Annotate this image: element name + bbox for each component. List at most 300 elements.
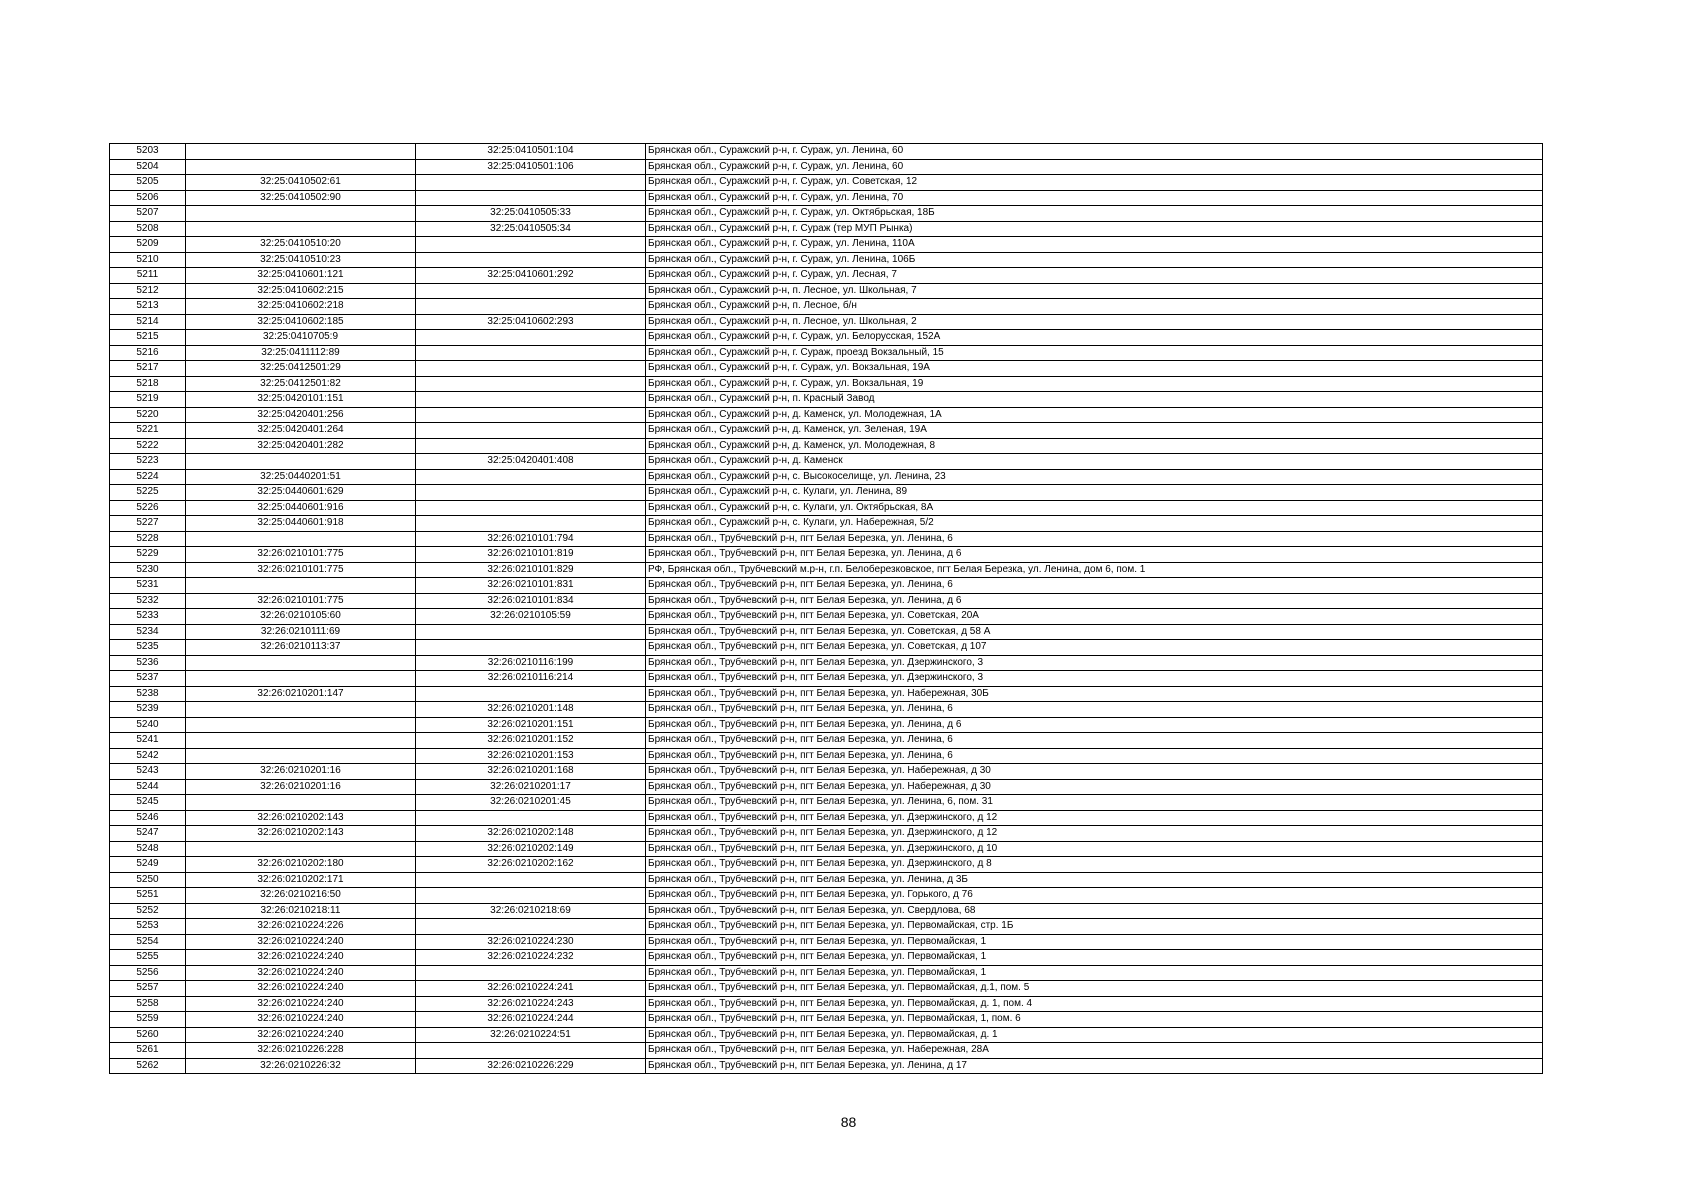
object-cadastral-number-cell: 32:26:0210224:241: [416, 981, 646, 997]
object-cadastral-number-cell: 32:26:0210201:153: [416, 748, 646, 764]
row-number-cell: 5248: [110, 841, 186, 857]
land-cadastral-number-cell: [186, 159, 416, 175]
address-cell: Брянская обл., Трубчевский р-н, пгт Белая Березка, ул. Ленина, 6: [646, 748, 1543, 764]
table-row: [110, 764, 1543, 780]
land-cadastral-number-cell: [186, 454, 416, 470]
table-row: [110, 252, 1543, 268]
row-number-cell: 5223: [110, 454, 186, 470]
table-row: [110, 299, 1543, 315]
table-row: [110, 485, 1543, 501]
table-row: [110, 795, 1543, 811]
table-row: [110, 826, 1543, 842]
object-cadastral-number-cell: 32:26:0210218:69: [416, 903, 646, 919]
object-cadastral-number-cell: 32:26:0210202:162: [416, 857, 646, 873]
land-cadastral-number-cell: 32:26:0210202:143: [186, 826, 416, 842]
address-cell: Брянская обл., Трубчевский р-н, пгт Белая Березка, ул. Советская, 20А: [646, 609, 1543, 625]
address-cell: Брянская обл., Трубчевский р-н, пгт Белая Березка, ул. Ленина, д 17: [646, 1058, 1543, 1074]
row-number-cell: 5231: [110, 578, 186, 594]
row-number-cell: 5235: [110, 640, 186, 656]
table-row: [110, 981, 1543, 997]
object-cadastral-number-cell: [416, 686, 646, 702]
land-cadastral-number-cell: 32:25:0412501:29: [186, 361, 416, 377]
row-number-cell: 5252: [110, 903, 186, 919]
land-cadastral-number-cell: 32:25:0410602:215: [186, 283, 416, 299]
address-cell: Брянская обл., Трубчевский р-н, пгт Белая Березка, ул. Первомайская, д.1, пом. 5: [646, 981, 1543, 997]
object-cadastral-number-cell: 32:26:0210224:51: [416, 1027, 646, 1043]
object-cadastral-number-cell: 32:26:0210101:819: [416, 547, 646, 563]
land-cadastral-number-cell: 32:26:0210202:180: [186, 857, 416, 873]
object-cadastral-number-cell: 32:26:0210201:45: [416, 795, 646, 811]
registry-table: [109, 143, 1543, 1074]
table-row: [110, 965, 1543, 981]
address-cell: Брянская обл., Суражский р-н, п. Лесное, б/н: [646, 299, 1543, 315]
land-cadastral-number-cell: 32:25:0420401:264: [186, 423, 416, 439]
land-cadastral-number-cell: [186, 144, 416, 160]
address-cell: Брянская обл., Суражский р-н, д. Каменск, ул. Молодежная, 8: [646, 438, 1543, 454]
table-row: [110, 903, 1543, 919]
row-number-cell: 5258: [110, 996, 186, 1012]
object-cadastral-number-cell: [416, 237, 646, 253]
table-row: [110, 500, 1543, 516]
land-cadastral-number-cell: 32:26:0210101:775: [186, 562, 416, 578]
object-cadastral-number-cell: 32:26:0210101:794: [416, 531, 646, 547]
table-row: [110, 361, 1543, 377]
table-row: [110, 469, 1543, 485]
object-cadastral-number-cell: 32:26:0210224:244: [416, 1012, 646, 1028]
row-number-cell: 5204: [110, 159, 186, 175]
land-cadastral-number-cell: [186, 748, 416, 764]
table-row: [110, 438, 1543, 454]
table-row: [110, 1012, 1543, 1028]
address-cell: Брянская обл., Трубчевский р-н, пгт Белая Березка, ул. Первомайская, д. 1, пом. 4: [646, 996, 1543, 1012]
address-cell: Брянская обл., Суражский р-н, д. Каменск, ул. Зеленая, 19А: [646, 423, 1543, 439]
land-cadastral-number-cell: 32:26:0210224:240: [186, 1027, 416, 1043]
row-number-cell: 5213: [110, 299, 186, 315]
address-cell: Брянская обл., Трубчевский р-н, пгт Белая Березка, ул. Дзержинского, д 12: [646, 810, 1543, 826]
table-row: [110, 919, 1543, 935]
table-row: [110, 671, 1543, 687]
land-cadastral-number-cell: 32:25:0440601:918: [186, 516, 416, 532]
address-cell: Брянская обл., Суражский р-н, с. Кулаги, ул. Набережная, 5/2: [646, 516, 1543, 532]
address-cell: Брянская обл., Трубчевский р-н, пгт Белая Березка, ул. Ленина, 6, пом. 31: [646, 795, 1543, 811]
row-number-cell: 5218: [110, 376, 186, 392]
object-cadastral-number-cell: [416, 469, 646, 485]
object-cadastral-number-cell: 32:25:0410505:34: [416, 221, 646, 237]
row-number-cell: 5210: [110, 252, 186, 268]
object-cadastral-number-cell: [416, 392, 646, 408]
land-cadastral-number-cell: 32:26:0210111:69: [186, 624, 416, 640]
object-cadastral-number-cell: [416, 516, 646, 532]
row-number-cell: 5214: [110, 314, 186, 330]
land-cadastral-number-cell: 32:26:0210218:11: [186, 903, 416, 919]
land-cadastral-number-cell: 32:25:0410502:61: [186, 175, 416, 191]
object-cadastral-number-cell: [416, 485, 646, 501]
row-number-cell: 5244: [110, 779, 186, 795]
object-cadastral-number-cell: 32:26:0210201:152: [416, 733, 646, 749]
object-cadastral-number-cell: 32:26:0210224:230: [416, 934, 646, 950]
land-cadastral-number-cell: [186, 717, 416, 733]
object-cadastral-number-cell: [416, 872, 646, 888]
row-number-cell: 5228: [110, 531, 186, 547]
object-cadastral-number-cell: 32:26:0210224:232: [416, 950, 646, 966]
object-cadastral-number-cell: 32:25:0410601:292: [416, 268, 646, 284]
land-cadastral-number-cell: 32:26:0210216:50: [186, 888, 416, 904]
land-cadastral-number-cell: 32:25:0410602:218: [186, 299, 416, 315]
address-cell: Брянская обл., Суражский р-н, г. Сураж, ул. Вокзальная, 19А: [646, 361, 1543, 377]
row-number-cell: 5229: [110, 547, 186, 563]
row-number-cell: 5234: [110, 624, 186, 640]
address-cell: Брянская обл., Трубчевский р-н, пгт Белая Березка, ул. Дзержинского, 3: [646, 655, 1543, 671]
address-cell: Брянская обл., Трубчевский р-н, пгт Белая Березка, ул. Первомайская, 1: [646, 934, 1543, 950]
address-cell: Брянская обл., Трубчевский р-н, пгт Белая Березка, ул. Первомайская, 1: [646, 965, 1543, 981]
address-cell: Брянская обл., Трубчевский р-н, пгт Белая Березка, ул. Горького, д 76: [646, 888, 1543, 904]
address-cell: Брянская обл., Трубчевский р-н, пгт Белая Березка, ул. Первомайская, 1, пом. 6: [646, 1012, 1543, 1028]
object-cadastral-number-cell: [416, 888, 646, 904]
address-cell: Брянская обл., Трубчевский р-н, пгт Белая Березка, ул. Советская, д 107: [646, 640, 1543, 656]
land-cadastral-number-cell: 32:26:0210224:240: [186, 1012, 416, 1028]
address-cell: Брянская обл., Трубчевский р-н, пгт Белая Березка, ул. Свердлова, 68: [646, 903, 1543, 919]
object-cadastral-number-cell: 32:26:0210202:148: [416, 826, 646, 842]
land-cadastral-number-cell: 32:26:0210224:240: [186, 981, 416, 997]
land-cadastral-number-cell: 32:26:0210113:37: [186, 640, 416, 656]
land-cadastral-number-cell: [186, 531, 416, 547]
object-cadastral-number-cell: [416, 810, 646, 826]
table-row: [110, 144, 1543, 160]
row-number-cell: 5211: [110, 268, 186, 284]
address-cell: Брянская обл., Суражский р-н, г. Сураж, ул. Ленина, 110А: [646, 237, 1543, 253]
row-number-cell: 5243: [110, 764, 186, 780]
land-cadastral-number-cell: [186, 221, 416, 237]
land-cadastral-number-cell: 32:25:0440601:629: [186, 485, 416, 501]
row-number-cell: 5215: [110, 330, 186, 346]
land-cadastral-number-cell: 32:26:0210224:226: [186, 919, 416, 935]
land-cadastral-number-cell: 32:25:0410602:185: [186, 314, 416, 330]
land-cadastral-number-cell: 32:25:0410510:23: [186, 252, 416, 268]
object-cadastral-number-cell: [416, 330, 646, 346]
row-number-cell: 5257: [110, 981, 186, 997]
page-number: 88: [840, 1114, 857, 1130]
row-number-cell: 5238: [110, 686, 186, 702]
row-number-cell: 5262: [110, 1058, 186, 1074]
land-cadastral-number-cell: 32:25:0410502:90: [186, 190, 416, 206]
table-row: [110, 516, 1543, 532]
address-cell: Брянская обл., Суражский р-н, г. Сураж, ул. Октябрьская, 18Б: [646, 206, 1543, 222]
table-row: [110, 841, 1543, 857]
address-cell: Брянская обл., Суражский р-н, с. Высокоселище, ул. Ленина, 23: [646, 469, 1543, 485]
table-row: [110, 330, 1543, 346]
land-cadastral-number-cell: 32:26:0210224:240: [186, 965, 416, 981]
object-cadastral-number-cell: 32:26:0210201:148: [416, 702, 646, 718]
table-row: [110, 175, 1543, 191]
object-cadastral-number-cell: 32:25:0410501:106: [416, 159, 646, 175]
land-cadastral-number-cell: [186, 702, 416, 718]
address-cell: Брянская обл., Суражский р-н, д. Каменск, ул. Молодежная, 1А: [646, 407, 1543, 423]
land-cadastral-number-cell: [186, 671, 416, 687]
object-cadastral-number-cell: 32:26:0210201:17: [416, 779, 646, 795]
address-cell: Брянская обл., Суражский р-н, п. Лесное, ул. Школьная, 2: [646, 314, 1543, 330]
object-cadastral-number-cell: [416, 283, 646, 299]
row-number-cell: 5261: [110, 1043, 186, 1059]
address-cell: Брянская обл., Трубчевский р-н, пгт Белая Березка, ул. Ленина, 6: [646, 531, 1543, 547]
row-number-cell: 5249: [110, 857, 186, 873]
land-cadastral-number-cell: 32:26:0210226:32: [186, 1058, 416, 1074]
object-cadastral-number-cell: [416, 299, 646, 315]
row-number-cell: 5240: [110, 717, 186, 733]
object-cadastral-number-cell: 32:26:0210201:168: [416, 764, 646, 780]
address-cell: РФ, Брянская обл., Трубчевский м.р-н, г.п. Белоберезковское, пгт Белая Березка, ул. Ленина, дом 6, пом. 1: [646, 562, 1543, 578]
row-number-cell: 5209: [110, 237, 186, 253]
table-row: [110, 748, 1543, 764]
table-row: [110, 717, 1543, 733]
table-row: [110, 283, 1543, 299]
object-cadastral-number-cell: 32:25:0410505:33: [416, 206, 646, 222]
address-cell: Брянская обл., Трубчевский р-н, пгт Белая Березка, ул. Первомайская, стр. 1Б: [646, 919, 1543, 935]
table-row: [110, 562, 1543, 578]
address-cell: Брянская обл., Суражский р-н, с. Кулаги, ул. Ленина, 89: [646, 485, 1543, 501]
address-cell: Брянская обл., Суражский р-н, г. Сураж, ул. Белорусская, 152А: [646, 330, 1543, 346]
land-cadastral-number-cell: 32:26:0210201:16: [186, 764, 416, 780]
table-row: [110, 857, 1543, 873]
table-row: [110, 950, 1543, 966]
table-row: [110, 593, 1543, 609]
address-cell: Брянская обл., Трубчевский р-н, пгт Белая Березка, ул. Дзержинского, д 12: [646, 826, 1543, 842]
table-row: [110, 1043, 1543, 1059]
land-cadastral-number-cell: [186, 795, 416, 811]
land-cadastral-number-cell: [186, 578, 416, 594]
land-cadastral-number-cell: 32:26:0210105:60: [186, 609, 416, 625]
land-cadastral-number-cell: [186, 206, 416, 222]
row-number-cell: 5242: [110, 748, 186, 764]
row-number-cell: 5253: [110, 919, 186, 935]
land-cadastral-number-cell: 32:26:0210202:171: [186, 872, 416, 888]
object-cadastral-number-cell: 32:26:0210105:59: [416, 609, 646, 625]
table-row: [110, 407, 1543, 423]
table-row: [110, 159, 1543, 175]
address-cell: Брянская обл., Трубчевский р-н, пгт Белая Березка, ул. Набережная, д 30: [646, 764, 1543, 780]
row-number-cell: 5212: [110, 283, 186, 299]
row-number-cell: 5250: [110, 872, 186, 888]
table-row: [110, 702, 1543, 718]
row-number-cell: 5221: [110, 423, 186, 439]
address-cell: Брянская обл., Трубчевский р-н, пгт Белая Березка, ул. Ленина, д 6: [646, 593, 1543, 609]
object-cadastral-number-cell: 32:26:0210116:199: [416, 655, 646, 671]
table-row: [110, 624, 1543, 640]
land-cadastral-number-cell: 32:25:0410510:20: [186, 237, 416, 253]
row-number-cell: 5255: [110, 950, 186, 966]
table-row: [110, 779, 1543, 795]
table-row: [110, 345, 1543, 361]
table-row: [110, 640, 1543, 656]
land-cadastral-number-cell: 32:26:0210201:16: [186, 779, 416, 795]
object-cadastral-number-cell: 32:26:0210224:243: [416, 996, 646, 1012]
table-row: [110, 221, 1543, 237]
address-cell: Брянская обл., Трубчевский р-н, пгт Белая Березка, ул. Набережная, д 30: [646, 779, 1543, 795]
table-row: [110, 547, 1543, 563]
object-cadastral-number-cell: [416, 500, 646, 516]
table-row: [110, 578, 1543, 594]
object-cadastral-number-cell: [416, 190, 646, 206]
object-cadastral-number-cell: 32:26:0210116:214: [416, 671, 646, 687]
object-cadastral-number-cell: [416, 252, 646, 268]
land-cadastral-number-cell: 32:25:0420101:151: [186, 392, 416, 408]
address-cell: Брянская обл., Трубчевский р-н, пгт Белая Березка, ул. Ленина, 6: [646, 733, 1543, 749]
row-number-cell: 5219: [110, 392, 186, 408]
address-cell: Брянская обл., Трубчевский р-н, пгт Белая Березка, ул. Ленина, 6: [646, 578, 1543, 594]
table-row: [110, 733, 1543, 749]
object-cadastral-number-cell: 32:25:0420401:408: [416, 454, 646, 470]
table-row: [110, 531, 1543, 547]
address-cell: Брянская обл., Трубчевский р-н, пгт Белая Березка, ул. Дзержинского, д 10: [646, 841, 1543, 857]
row-number-cell: 5256: [110, 965, 186, 981]
object-cadastral-number-cell: 32:26:0210201:151: [416, 717, 646, 733]
address-cell: Брянская обл., Трубчевский р-н, пгт Белая Березка, ул. Набережная, 30Б: [646, 686, 1543, 702]
object-cadastral-number-cell: [416, 624, 646, 640]
object-cadastral-number-cell: [416, 407, 646, 423]
row-number-cell: 5208: [110, 221, 186, 237]
object-cadastral-number-cell: [416, 361, 646, 377]
address-cell: Брянская обл., Суражский р-н, г. Сураж, ул. Вокзальная, 19: [646, 376, 1543, 392]
row-number-cell: 5226: [110, 500, 186, 516]
land-cadastral-number-cell: [186, 841, 416, 857]
object-cadastral-number-cell: [416, 965, 646, 981]
address-cell: Брянская обл., Трубчевский р-н, пгт Белая Березка, ул. Первомайская, 1: [646, 950, 1543, 966]
land-cadastral-number-cell: 32:26:0210224:240: [186, 996, 416, 1012]
table-row: [110, 810, 1543, 826]
object-cadastral-number-cell: [416, 175, 646, 191]
table-row: [110, 268, 1543, 284]
row-number-cell: 5205: [110, 175, 186, 191]
row-number-cell: 5224: [110, 469, 186, 485]
object-cadastral-number-cell: [416, 438, 646, 454]
address-cell: Брянская обл., Трубчевский р-н, пгт Белая Березка, ул. Дзержинского, 3: [646, 671, 1543, 687]
row-number-cell: 5259: [110, 1012, 186, 1028]
land-cadastral-number-cell: 32:26:0210224:240: [186, 950, 416, 966]
table-row: [110, 376, 1543, 392]
land-cadastral-number-cell: 32:25:0411112:89: [186, 345, 416, 361]
land-cadastral-number-cell: 32:26:0210101:775: [186, 593, 416, 609]
row-number-cell: 5230: [110, 562, 186, 578]
row-number-cell: 5245: [110, 795, 186, 811]
table-row: [110, 206, 1543, 222]
address-cell: Брянская обл., Трубчевский р-н, пгт Белая Березка, ул. Ленина, д 3Б: [646, 872, 1543, 888]
table-row: [110, 1058, 1543, 1074]
table-row: [110, 237, 1543, 253]
address-cell: Брянская обл., Трубчевский р-н, пгт Белая Березка, ул. Первомайская, д. 1: [646, 1027, 1543, 1043]
land-cadastral-number-cell: [186, 733, 416, 749]
table-row: [110, 190, 1543, 206]
table-row: [110, 609, 1543, 625]
row-number-cell: 5216: [110, 345, 186, 361]
object-cadastral-number-cell: 32:26:0210226:229: [416, 1058, 646, 1074]
row-number-cell: 5254: [110, 934, 186, 950]
address-cell: Брянская обл., Суражский р-н, г. Сураж, ул. Ленина, 106Б: [646, 252, 1543, 268]
row-number-cell: 5246: [110, 810, 186, 826]
object-cadastral-number-cell: [416, 423, 646, 439]
table-row: [110, 1027, 1543, 1043]
row-number-cell: 5207: [110, 206, 186, 222]
table-row: [110, 454, 1543, 470]
land-cadastral-number-cell: 32:26:0210224:240: [186, 934, 416, 950]
row-number-cell: 5241: [110, 733, 186, 749]
row-number-cell: 5233: [110, 609, 186, 625]
row-number-cell: 5220: [110, 407, 186, 423]
land-cadastral-number-cell: 32:25:0410601:121: [186, 268, 416, 284]
row-number-cell: 5232: [110, 593, 186, 609]
land-cadastral-number-cell: 32:26:0210202:143: [186, 810, 416, 826]
row-number-cell: 5203: [110, 144, 186, 160]
address-cell: Брянская обл., Трубчевский р-н, пгт Белая Березка, ул. Набережная, 28А: [646, 1043, 1543, 1059]
land-cadastral-number-cell: 32:25:0420401:256: [186, 407, 416, 423]
table-row: [110, 888, 1543, 904]
land-cadastral-number-cell: 32:25:0410705:9: [186, 330, 416, 346]
row-number-cell: 5217: [110, 361, 186, 377]
object-cadastral-number-cell: [416, 376, 646, 392]
row-number-cell: 5251: [110, 888, 186, 904]
address-cell: Брянская обл., Трубчевский р-н, пгт Белая Березка, ул. Ленина, д 6: [646, 717, 1543, 733]
land-cadastral-number-cell: 32:25:0440201:51: [186, 469, 416, 485]
object-cadastral-number-cell: [416, 345, 646, 361]
land-cadastral-number-cell: 32:26:0210201:147: [186, 686, 416, 702]
land-cadastral-number-cell: 32:25:0412501:82: [186, 376, 416, 392]
address-cell: Брянская обл., Трубчевский р-н, пгт Белая Березка, ул. Ленина, д 6: [646, 547, 1543, 563]
address-cell: Брянская обл., Суражский р-н, г. Сураж, ул. Ленина, 60: [646, 159, 1543, 175]
object-cadastral-number-cell: 32:26:0210101:834: [416, 593, 646, 609]
row-number-cell: 5206: [110, 190, 186, 206]
address-cell: Брянская обл., Суражский р-н, г. Сураж, проезд Вокзальный, 15: [646, 345, 1543, 361]
table-row: [110, 655, 1543, 671]
table-row: [110, 423, 1543, 439]
land-cadastral-number-cell: 32:25:0420401:282: [186, 438, 416, 454]
table-row: [110, 314, 1543, 330]
object-cadastral-number-cell: 32:25:0410602:293: [416, 314, 646, 330]
land-cadastral-number-cell: 32:26:0210226:228: [186, 1043, 416, 1059]
address-cell: Брянская обл., Трубчевский р-н, пгт Белая Березка, ул. Дзержинского, д 8: [646, 857, 1543, 873]
address-cell: Брянская обл., Суражский р-н, г. Сураж (тер МУП Рынка): [646, 221, 1543, 237]
table-row: [110, 872, 1543, 888]
table-row: [110, 996, 1543, 1012]
land-cadastral-number-cell: 32:26:0210101:775: [186, 547, 416, 563]
address-cell: Брянская обл., Суражский р-н, с. Кулаги, ул. Октябрьская, 8А: [646, 500, 1543, 516]
row-number-cell: 5247: [110, 826, 186, 842]
object-cadastral-number-cell: [416, 919, 646, 935]
object-cadastral-number-cell: [416, 1043, 646, 1059]
table-row: [110, 392, 1543, 408]
address-cell: Брянская обл., Суражский р-н, п. Красный Завод: [646, 392, 1543, 408]
object-cadastral-number-cell: [416, 640, 646, 656]
land-cadastral-number-cell: [186, 655, 416, 671]
table-row: [110, 686, 1543, 702]
address-cell: Брянская обл., Суражский р-н, п. Лесное, ул. Школьная, 7: [646, 283, 1543, 299]
object-cadastral-number-cell: 32:26:0210101:829: [416, 562, 646, 578]
row-number-cell: 5227: [110, 516, 186, 532]
registry-table-body: [110, 144, 1543, 1074]
object-cadastral-number-cell: 32:25:0410501:104: [416, 144, 646, 160]
row-number-cell: 5225: [110, 485, 186, 501]
row-number-cell: 5239: [110, 702, 186, 718]
address-cell: Брянская обл., Суражский р-н, г. Сураж, ул. Советская, 12: [646, 175, 1543, 191]
address-cell: Брянская обл., Трубчевский р-н, пгт Белая Березка, ул. Советская, д 58 А: [646, 624, 1543, 640]
address-cell: Брянская обл., Суражский р-н, д. Каменск: [646, 454, 1543, 470]
object-cadastral-number-cell: 32:26:0210101:831: [416, 578, 646, 594]
address-cell: Брянская обл., Суражский р-н, г. Сураж, ул. Ленина, 70: [646, 190, 1543, 206]
land-cadastral-number-cell: 32:25:0440601:916: [186, 500, 416, 516]
row-number-cell: 5222: [110, 438, 186, 454]
object-cadastral-number-cell: 32:26:0210202:149: [416, 841, 646, 857]
row-number-cell: 5260: [110, 1027, 186, 1043]
address-cell: Брянская обл., Суражский р-н, г. Сураж, ул. Лесная, 7: [646, 268, 1543, 284]
table-row: [110, 934, 1543, 950]
address-cell: Брянская обл., Трубчевский р-н, пгт Белая Березка, ул. Ленина, 6: [646, 702, 1543, 718]
